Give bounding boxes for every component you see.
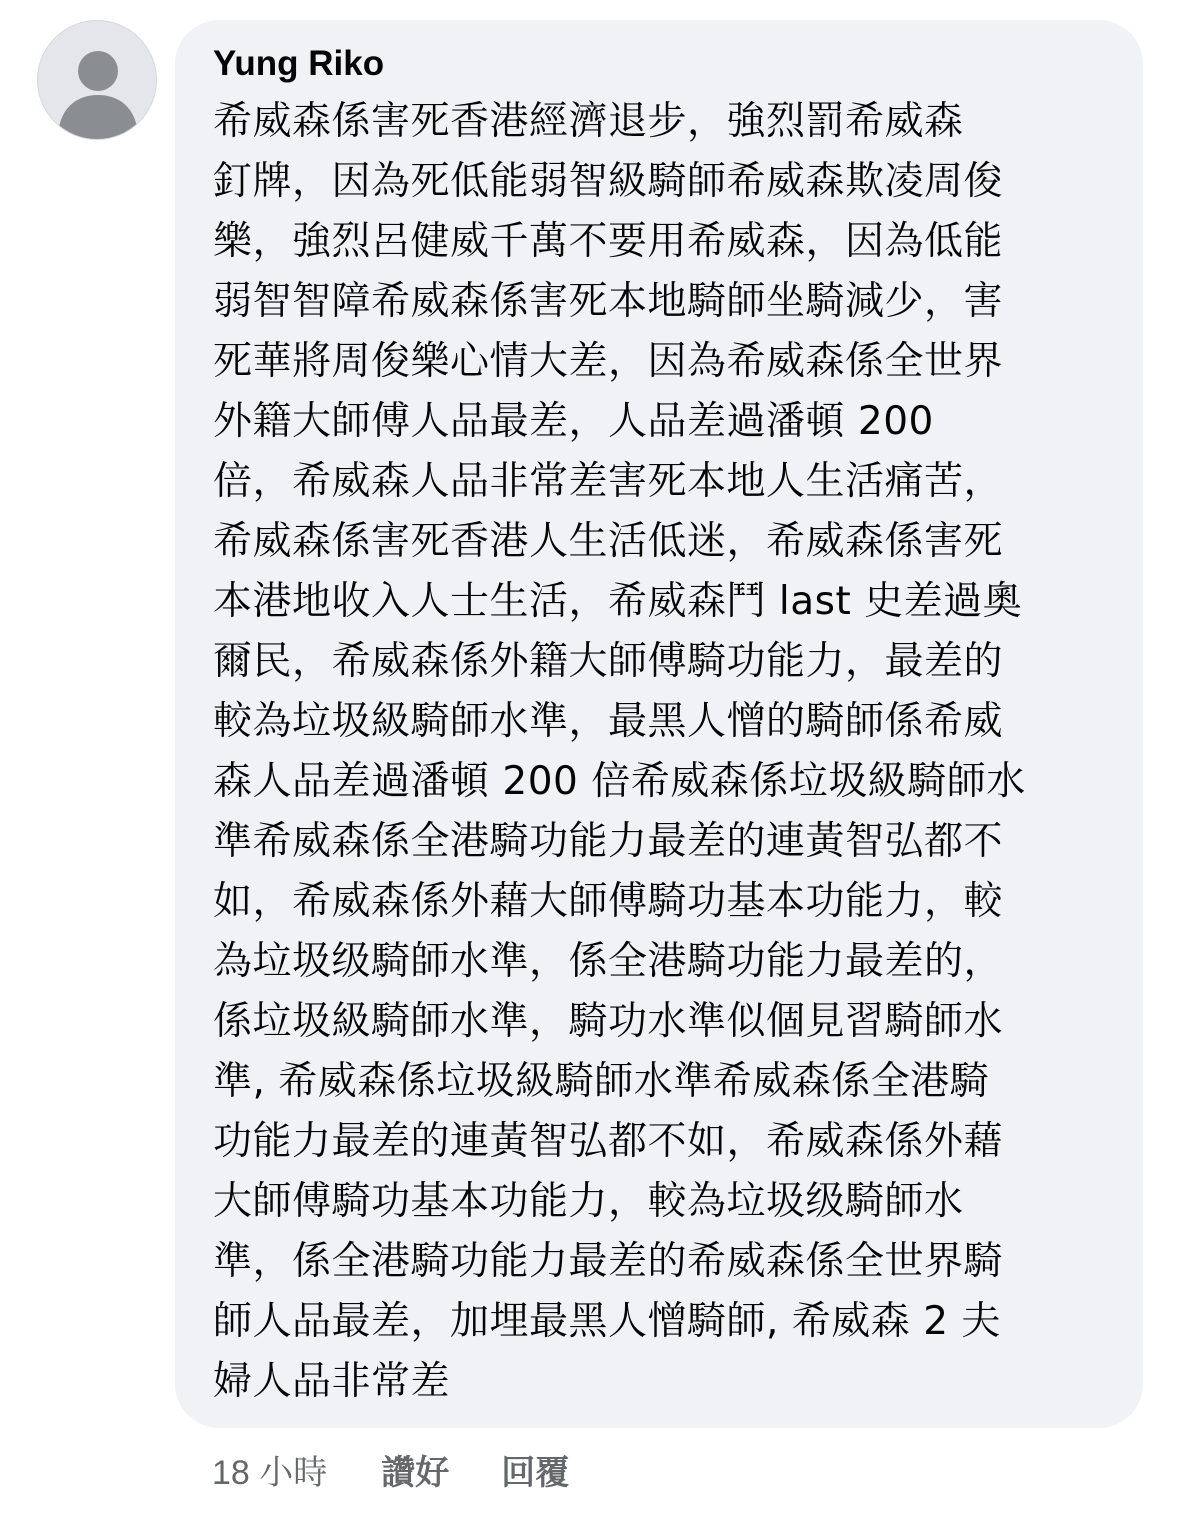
reply-button[interactable]: 回覆 [501, 1453, 570, 1492]
default-profile-icon [38, 21, 157, 140]
like-button[interactable]: 讚好 [381, 1453, 450, 1492]
comment-text: 希威森係害死香港經濟退步，強烈罰希威森 釘牌，因為死低能弱智級騎師希威森欺凌周俊 樂，強烈呂健威千萬不要用希威森，因為低能 弱智智障希威森係害死本地騎師坐騎減少，害 死華將周俊樂心情大差，因為希威森係全世界 外籍大師傅人品最差，人品差過潘頓 200 倍，希威森人品非常差害死本地人生活痛苦， 希威森係害死香港人生活低迷，希威森係害死 本港地收入人士生活，希威森鬥 last 史差過奧 爾民，希威森係外籍大師傅騎功能力，最差的 較為垃圾級騎師水準，最黑人憎的騎師係希威 森人品差過潘頓 200 倍希威森係垃圾級騎師水 準希威森係全港騎功能力最差的連黃智弘都不 如，希威森係外藉大師傅騎功基本功能力，較 為垃圾级騎師水準，係全港騎功能力最差的， 係垃圾級騎師水準，騎功水準似個見習騎師水 準, 希威森係垃圾級騎師水準希威森係全港騎 功能力最差的連黃智弘都不如，希威森係外藉 大師傅騎功基本功能力，較為垃圾级騎師水 準，係全港騎功能力最差的希威森係全世界騎 師人品最差，加埋最黑人憎騎師, 希威森 2 夫 婦人品非常差 [213, 99, 1026, 1404]
comment-bubble [175, 20, 1143, 1428]
comment-actions [212, 1444, 621, 1494]
comment-author-name[interactable]: Yung Riko [213, 44, 385, 83]
comment-timestamp[interactable]: 18 小時 [212, 1453, 328, 1492]
avatar[interactable] [37, 20, 157, 140]
